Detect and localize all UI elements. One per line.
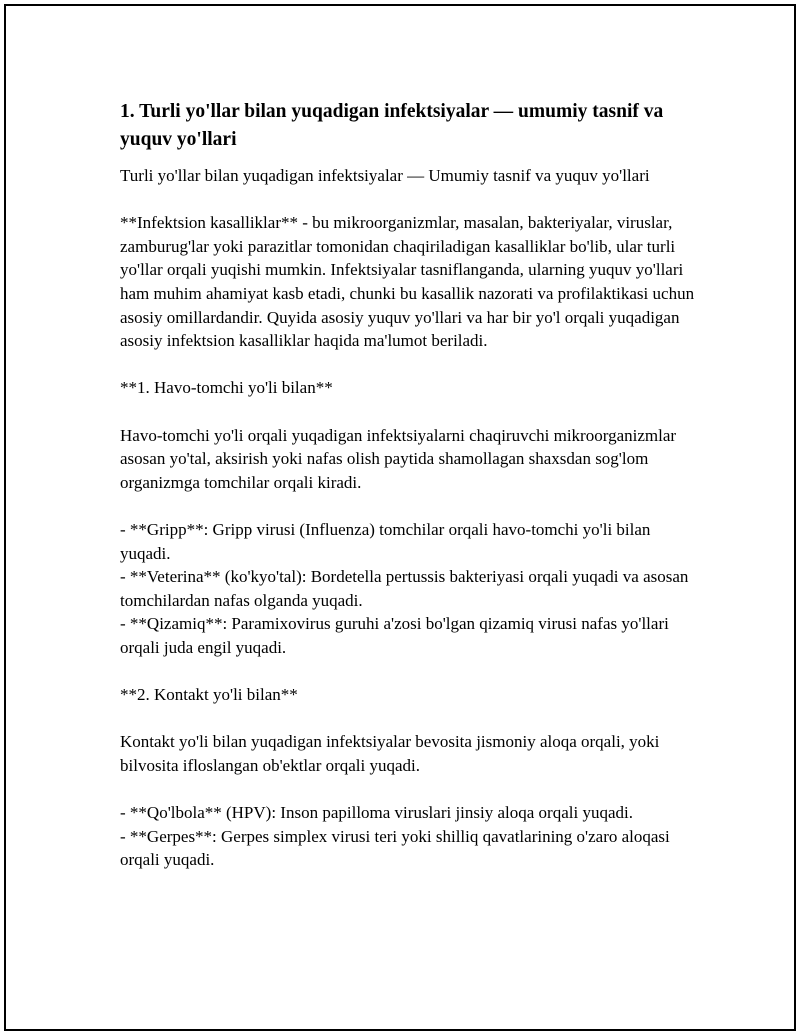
- list-item: - **Qizamiq**: Paramixovirus guruhi a'zosi bo'lgan qizamiq virusi nafas yo'llari orqali juda engil yuqadi.: [120, 614, 669, 657]
- intro-paragraph: **Infektsion kasalliklar** - bu mikroorganizmlar, masalan, bakteriyalar, viruslar, zamburug'lar yoki parazitlar tomonidan chaqiriladigan kasalliklar bo'lib, ular turli yo'llar orqali yuqishi mumkin. Infektsiyalar tasniflanganda, ularning yuquv yo'llari ham muhim ahamiyat kasb etadi, chunki bu kasallik nazorati va profilaktikasi uchun asosiy omillardandir. Quyida asosiy yuquv yo'llari va har bir yo'l orqali yuqadigan asosiy infektsion kasalliklar haqida ma'lumot beriladi.: [120, 213, 695, 351]
- document-subtitle: Turli yo'llar bilan yuqadigan infektsiyalar — Umumiy tasnif va yuquv yo'llari: [120, 166, 650, 185]
- section-heading: **2. Kontakt yo'li bilan**: [120, 685, 298, 705]
- list-item: - **Gripp**: Gripp virusi (Influenza) tomchilar orqali havo-tomchi yo'li bilan yuqadi.: [120, 519, 651, 563]
- section-airborne: [120, 376, 696, 659]
- list-item: - **Veterina** (ko'kyo'tal): Bordetella pertussis bakteriyasi orqali yuqadi va asosan tomchilardan nafas olganda yuqadi.: [120, 567, 689, 610]
- list-item: - **Qo'lbola** (HPV): Inson papilloma viruslari jinsiy aloqa orqali yuqadi.: [120, 803, 633, 823]
- list-item: - **Gerpes**: Gerpes simplex virusi teri yoki shilliq qavatlarining o'zaro aloqasi orqali yuqadi.: [120, 826, 670, 870]
- section-contact: [120, 683, 696, 872]
- section-description: Kontakt yo'li bilan yuqadigan infektsiyalar bevosita jismoniy aloqa orqali, yoki bilvosita ifloslangan ob'ektlar orqali yuqadi.: [120, 732, 660, 775]
- section-description: Havo-tomchi yo'li orqali yuqadigan infektsiyalarni chaqiruvchi mikroorganizmlar asosan yo'tal, aksirish yoki nafas olish paytida shamollagan shaxsdan sog'lom organizmga tomchilar orqali kiradi.: [120, 425, 677, 492]
- page-title: 1. Turli yo'llar bilan yuqadigan infektsiyalar — umumiy tasnif va yuquv yo'llari: [120, 101, 664, 150]
- page-frame: [4, 4, 796, 1031]
- section-heading: **1. Havo-tomchi yo'li bilan**: [120, 378, 333, 398]
- document-body: [120, 98, 696, 872]
